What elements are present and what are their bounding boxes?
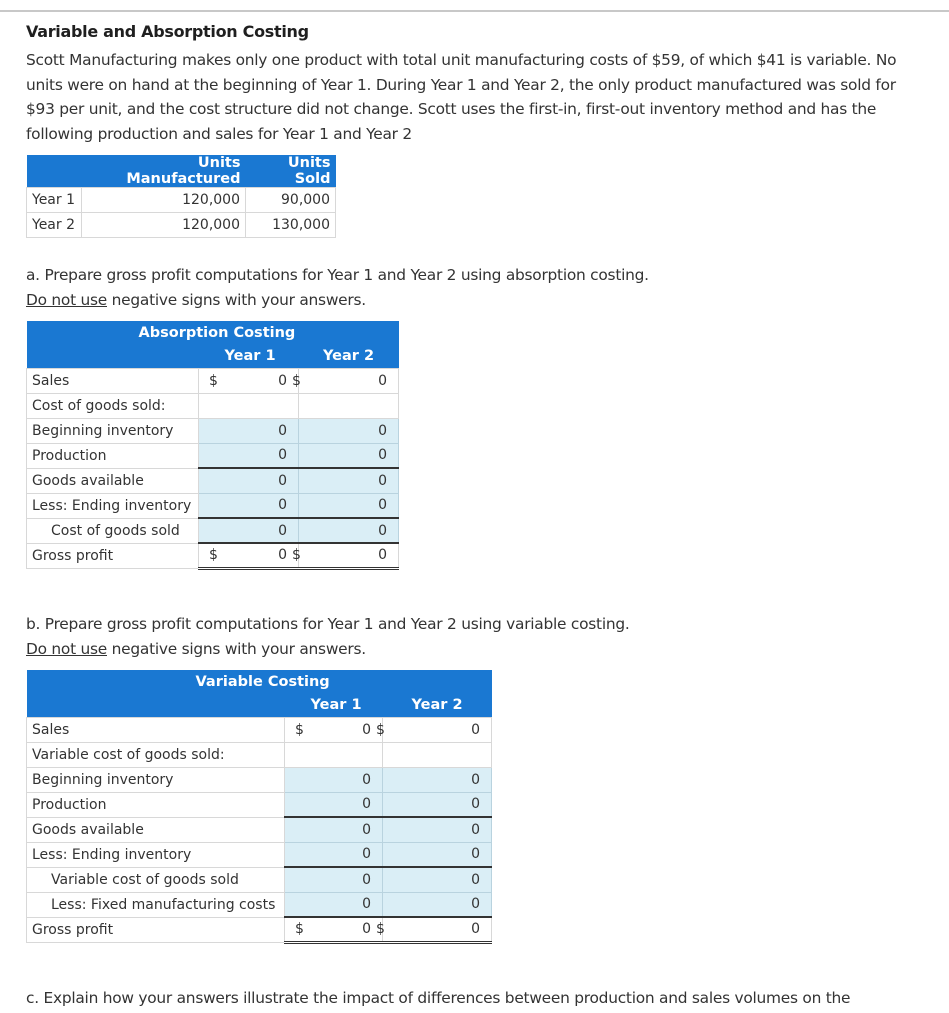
absorption-beginning-year2-input[interactable] [299,418,399,443]
top-divider [0,10,949,12]
absorption-available-year2-input[interactable] [299,468,399,493]
absorption-sales-label: Sales [27,368,199,393]
absorption-production-year2-value: 0 [378,447,387,464]
currency-symbol: $ [209,372,218,389]
absorption-ending-year1-value: 0 [278,497,287,514]
absorption-available-year2-value: 0 [378,472,387,489]
variable-vcogs-header-label: Variable cost of goods sold: [27,742,285,767]
variable-ending-year2-value: 0 [471,846,480,863]
absorption-available-label: Goods available [27,468,199,493]
absorption-title-row [27,321,399,345]
variable-vcogs-year2-value: 0 [471,871,480,888]
problem-title: Variable and Absorption Costing [26,22,309,41]
absorption-ending-label: Less: Ending inventory [27,493,199,518]
variable-available-year1-input[interactable] [285,817,383,842]
table-row [27,842,492,867]
units-header-sold: Units Sold [287,155,331,187]
absorption-gross-label: Gross profit [27,543,199,568]
variable-sales-label: Sales [27,717,285,742]
variable-production-year2-value: 0 [471,796,480,813]
variable-gross-year2[interactable] [376,917,492,942]
table-row [27,792,492,817]
variable-fixed-year2-input[interactable] [383,892,492,917]
table-row [27,817,492,842]
variable-fixed-label: Less: Fixed manufacturing costs [27,892,285,917]
variable-vcogs-year1-input[interactable] [285,867,383,892]
table-row [27,418,399,443]
part-b-question: b. Prepare gross profit computations for Year 1 and Year 2 using variable costing. [26,615,630,633]
currency-symbol: $ [292,372,301,389]
units-sold-value: 130,000 [246,213,336,238]
variable-col-header-blank [27,694,285,717]
table-row [27,917,492,942]
units-table [26,155,336,238]
variable-vcogs-label: Variable cost of goods sold [27,867,285,892]
absorption-production-year2-input[interactable] [299,443,399,468]
variable-available-label: Goods available [27,817,285,842]
variable-ending-label: Less: Ending inventory [27,842,285,867]
absorption-cogs-label: Cost of goods sold [27,518,199,543]
variable-title-cell [195,670,492,694]
absorption-col-header-row [27,345,399,368]
variable-beginning-label: Beginning inventory [27,767,285,792]
absorption-sales-year1[interactable] [199,368,299,393]
variable-beginning-year2-input[interactable] [383,767,492,792]
part-b-note-underlined: Do not use [26,640,107,658]
part-a-note-underlined: Do not use [26,291,107,309]
absorption-cogs-year1-input[interactable] [199,518,299,543]
absorption-gross-year1[interactable] [199,543,299,568]
absorption-production-label: Production [27,443,199,468]
part-b-note [26,637,366,662]
variable-gross-year2-value: 0 [471,921,480,938]
table-row [27,767,492,792]
units-manufactured-value: 120,000 [82,188,246,213]
variable-blank-cell [285,742,383,767]
part-a-note [26,288,366,313]
table-row [27,468,399,493]
absorption-ending-year2-value: 0 [378,497,387,514]
units-header-manufactured: Units Manufactured [126,155,241,187]
absorption-gross-year2[interactable] [292,543,399,568]
absorption-production-year1-input[interactable] [199,443,299,468]
variable-blank-cell [383,742,492,767]
variable-gross-label: Gross profit [27,917,285,942]
part-a-note-rest: negative signs with your answers. [107,291,366,309]
table-row [27,543,399,568]
table-row [27,742,492,767]
variable-gross-year1[interactable] [285,917,383,942]
variable-sales-year2-value: 0 [471,721,480,738]
table-row [27,368,399,393]
absorption-cogs-year2-input[interactable] [299,518,399,543]
variable-title-row [27,670,492,694]
absorption-sales-year2[interactable] [292,368,399,393]
absorption-sales-year1-value: 0 [278,372,287,389]
absorption-cogs-header-label: Cost of goods sold: [27,393,199,418]
variable-fixed-year1-input[interactable] [285,892,383,917]
table-row [27,443,399,468]
variable-available-year2-input[interactable] [383,817,492,842]
variable-beginning-year1-value: 0 [362,771,371,788]
units-row-label: Year 1 [27,188,82,213]
variable-fixed-year1-value: 0 [362,896,371,913]
variable-ending-year1-input[interactable] [285,842,383,867]
table-row [27,188,336,213]
currency-symbol: $ [295,721,304,738]
absorption-blank-cell [299,393,399,418]
table-row [27,213,336,238]
absorption-production-year1-value: 0 [278,447,287,464]
variable-sales-year1-value: 0 [362,721,371,738]
variable-beginning-year1-input[interactable] [285,767,383,792]
units-sold-value: 90,000 [246,188,336,213]
variable-beginning-year2-value: 0 [471,771,480,788]
variable-ending-year2-input[interactable] [383,842,492,867]
table-row [27,867,492,892]
absorption-col-header-blank [27,345,199,368]
variable-sales-year2[interactable] [376,717,492,742]
variable-production-year2-input[interactable] [383,792,492,817]
problem-intro: Scott Manufacturing makes only one product with total unit manufacturing costs of $59, of which $41 is variable. No units were on hand at the beginning of Year 1. During Year 1 and Year 2, the only product manufactured was sold for $93 per unit, and the cost structure did not change. Scott uses the first-in, first-out inventory method and has the following production and sales for Year 1 and Year 2 [26,51,897,143]
table-row [27,892,492,917]
currency-symbol: $ [292,547,301,564]
absorption-cogs-year1-value: 0 [278,522,287,539]
table-row [27,493,399,518]
absorption-beginning-year2-value: 0 [378,422,387,439]
variable-available-year1-value: 0 [362,821,371,838]
variable-production-year1-input[interactable] [285,792,383,817]
variable-costing-table [26,670,492,944]
absorption-cogs-year2-value: 0 [378,522,387,539]
variable-ending-year1-value: 0 [362,846,371,863]
currency-symbol: $ [376,721,385,738]
part-c-question: c. Explain how your answers illustrate the impact of differences between production and sales volumes on the [26,989,851,1007]
absorption-title-cell [138,321,399,345]
absorption-beginning-year1-value: 0 [278,422,287,439]
absorption-ending-year2-input[interactable] [299,493,399,518]
variable-production-year1-value: 0 [362,796,371,813]
absorption-gross-year1-value: 0 [278,547,287,564]
absorption-ending-year1-input[interactable] [199,493,299,518]
variable-fixed-year2-value: 0 [471,896,480,913]
units-manufactured-value: 120,000 [82,213,246,238]
variable-col-header-row [27,694,492,717]
currency-symbol: $ [209,547,218,564]
variable-vcogs-year2-input[interactable] [383,867,492,892]
absorption-beginning-year1-input[interactable] [199,418,299,443]
table-row [27,393,399,418]
currency-symbol: $ [295,921,304,938]
variable-table-title: Variable Costing [195,674,330,690]
absorption-col-year1: Year 1 [224,348,276,365]
variable-production-label: Production [27,792,285,817]
absorption-available-year1-input[interactable] [199,468,299,493]
variable-col-year2: Year 2 [411,697,463,714]
absorption-blank-cell [199,393,299,418]
absorption-gross-year2-value: 0 [378,547,387,564]
units-row-label: Year 2 [27,213,82,238]
part-b-note-rest: negative signs with your answers. [107,640,366,658]
absorption-costing-table [26,321,399,570]
variable-vcogs-year1-value: 0 [362,871,371,888]
units-header-blank [27,155,82,188]
variable-available-year2-value: 0 [471,821,480,838]
absorption-table-title: Absorption Costing [138,325,296,341]
absorption-beginning-label: Beginning inventory [27,418,199,443]
variable-gross-year1-value: 0 [362,921,371,938]
units-table-header [27,155,336,188]
absorption-available-year1-value: 0 [278,472,287,489]
absorption-sales-year2-value: 0 [378,372,387,389]
currency-symbol: $ [376,921,385,938]
table-row [27,717,492,742]
table-row [27,518,399,543]
absorption-col-year2: Year 2 [322,348,375,365]
variable-sales-year1[interactable] [285,717,383,742]
part-a-question: a. Prepare gross profit computations for Year 1 and Year 2 using absorption costing. [26,266,649,284]
variable-col-year1: Year 1 [310,697,362,714]
